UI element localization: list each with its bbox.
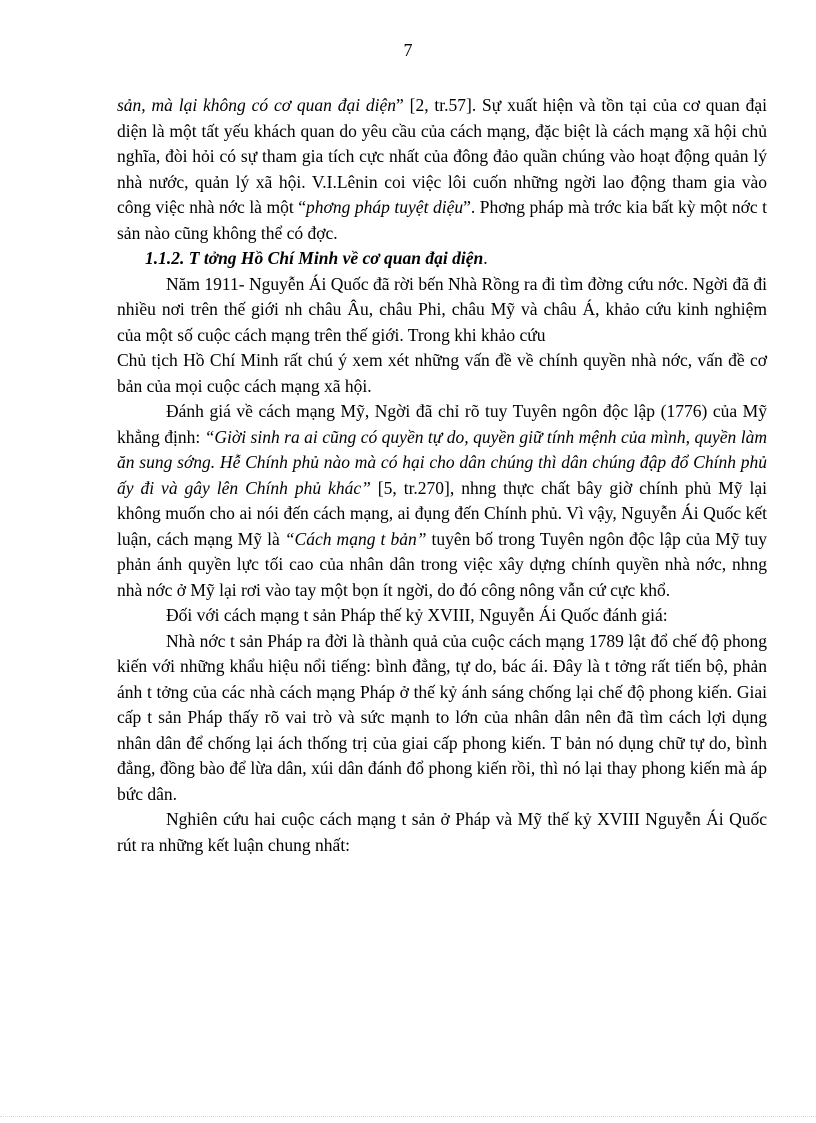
paragraph: Đối với cách mạng t sản Pháp thế kỷ XVIII, Nguyễn Ái Quốc đánh giá: <box>166 605 668 625</box>
text-run: tuyên bố trong Tuyên ngôn độc lập của Mỹ tuy phản ánh quyền lực tối cao của nhân dân trong việc xây dựng chính quyền nhà nớc, nhng nhà nớc ở Mỹ lại rơi vào tay một bọn ít ngời, do đó công nông vẫn cứ cực khổ. <box>117 528 767 600</box>
paragraph: Chủ tịch Hồ Chí Minh rất chú ý xem xét những vấn đề về chính quyền nhà nớc, vấn đề cơ bản của mọi cuộc cách mạng xã hội. <box>117 350 767 396</box>
page-number: 7 <box>403 40 413 60</box>
text-run: ” [2, tr.57]. Sự xuất hiện và tồn tại của cơ quan đại diện là một tất yếu khách quan do yêu cầu của cách mạng, đặc biệt là cách mạng xã hội chủ nghĩa, đòi hỏi có sự tham gia tích cực nhất của đông đảo quần chúng vào hoạt động quản lý nhà nước, quản lý xã hội. V.I.Lênin coi việc lôi cuốn những ngời lao động tham gia vào công việc nhà nớc là một “ <box>117 95 767 217</box>
page-bottom-rule <box>0 1116 816 1117</box>
text-run: [5, tr.270], nhng thực chất bây giờ chính phủ Mỹ lại không muốn cho ai nói đến cách mạng, ai đụng đến Chính phủ. Vì vậy, Nguyễn Ái Quốc kết luận, cách mạng Mỹ là <box>117 477 767 549</box>
text-run: ”. Phơng pháp mà trớc kia bất kỳ một nớc t sản nào cũng không thể có đợc. <box>117 197 768 243</box>
paragraph-cont <box>117 93 767 246</box>
heading-period: . <box>483 248 488 268</box>
text-run: Đánh giá về cách mạng Mỹ, Ngời đã chỉ rõ tuy Tuyên ngôn độc lập (1776) của Mỹ khẳng định: <box>117 401 767 447</box>
quote-italic: “Cách mạng t bản” <box>284 528 427 549</box>
quote-italic: phơng pháp tuyệt diệu <box>306 197 464 217</box>
paragraph: Năm 1911- Nguyễn Ái Quốc đã rời bến Nhà Rồng ra đi tìm đờng cứu nớc. Ngời đã đi nhiều nơi trên thế giới nh châu Âu, châu Phi, châu Mỹ và châu Á, khảo cứu kinh nghiệm của một số cuộc cách mạng trên thế giới. Trong khi khảo cứu <box>117 273 767 345</box>
paragraph: Nghiên cứu hai cuộc cách mạng t sản ở Pháp và Mỹ thế kỷ XVIII Nguyễn Ái Quốc rút ra những kết luận chung nhất: <box>117 809 767 855</box>
section-heading <box>117 246 767 272</box>
section-heading-text: 1.1.2. T tởng Hồ Chí Minh về cơ quan đại diện <box>145 248 484 268</box>
paragraph: Nhà nớc t sản Pháp ra đời là thành quả của cuộc cách mạng 1789 lật đổ chế độ phong kiến với những khẩu hiệu nổi tiếng: bình đẳng, tự do, bác ái. Đây là t tởng rất tiến bộ, phản ánh t tởng của các nhà cách mạng Pháp ở thế kỷ ánh sáng chống lại chế độ phong kiến. Giai cấp t sản Pháp thấy rõ vai trò và sức mạnh to lớn của nhân dân nên đã tìm cách lợi dụng nhân dân để chống lại ách thống trị của giai cấp phong kiến. T bản nó dụng chữ tự do, bình đẳng, đồng bào để lừa dân, xúi dân đánh đổ phong kiến rồi, thì nó lại thay phong kiến mà áp bức dân. <box>117 630 767 804</box>
body-text <box>117 93 767 858</box>
paragraph <box>117 399 767 603</box>
quote-italic: “Giời sinh ra ai cũng có quyền tự do, quyền giữ tính mệnh của mình, quyền làm ăn sung sớng. Hễ Chính phủ nào mà có hại cho dân chúng thì dân chúng đập đổ Chính phủ ấy đi và gây lên Chính phủ khác” <box>117 426 767 498</box>
quote-italic: sản, mà lại không có cơ quan đại diện <box>117 95 397 115</box>
